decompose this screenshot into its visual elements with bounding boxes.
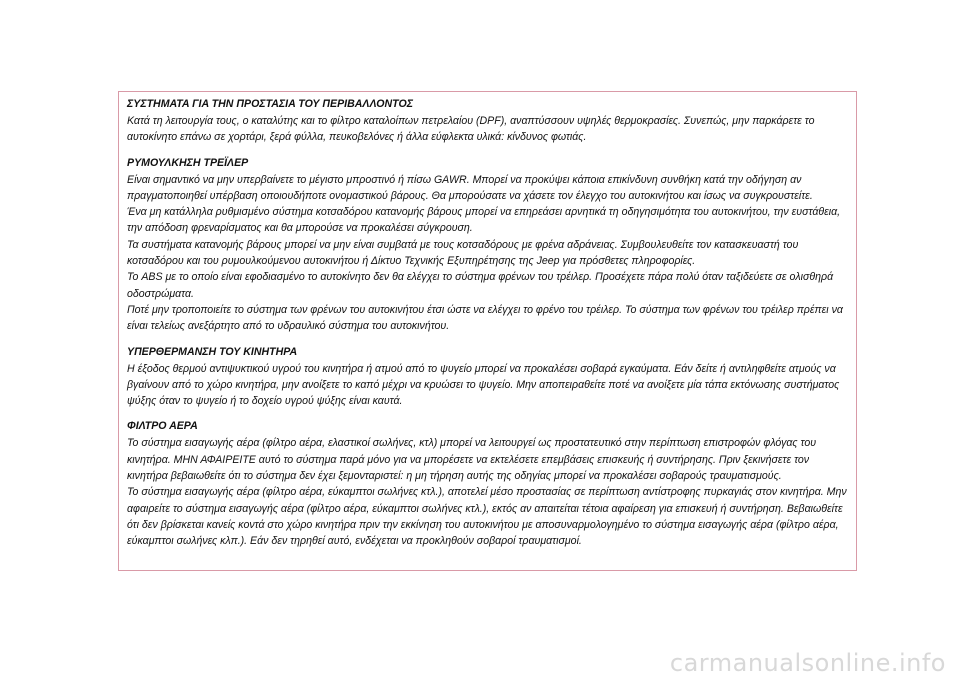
paragraph: Τα συστήματα κατανομής βάρους μπορεί να μην είναι συμβατά με τους κοτσαδόρους με φρένα αδράνειας. Συμβουλευθείτε τον κατασκευαστή του κοτσαδόρου και του ρυμουλκούμενου αυτοκινήτου ή Δίκτυο Τεχνικής Εξυπηρέτησης της Jeep για πρόσθετες πληροφορίες. <box>127 238 799 268</box>
paragraph: Κατά τη λειτουργία τους, ο καταλύτης και το φίλτρο καταλοίπων πετρελαίου (DPF), αναπτύσσουν υψηλές θερμοκρασίες. Συνεπώς, μην παρκάρετε το αυτοκίνητο επάνω σε χορτάρι, ξερά φύλλα, πευκοβελόνες ή άλλα εύφλεκτα υλικά: κίνδυνος φωτιάς. <box>127 115 815 144</box>
section-title: ΥΠΕΡΘΕΡΜΑΝΣΗ ΤΟΥ ΚΙΝΗΤΗΡΑ <box>127 345 298 358</box>
paragraph: Η έξοδος θερμού αντιψυκτικού υγρού του κινητήρα ή ατμού από το ψυγείο μπορεί να προκαλέσει σοβαρά εγκαύματα. Εάν δείτε ή αντιληφθείτε ατμούς να βγαίνουν από το χώρο κινητήρα, μην ανοίξετε το καπό μέχρι να κρυώσει το ψυγείο. Μην αποπειραθείτε ποτέ να ανοίξετε μία τάπα εκτόνωσης συστήματος ψύξης όταν το ψυγείο ή το δοχείο υγρού ψύξης είναι καυτά. <box>127 362 840 408</box>
section-engine-overheating <box>127 344 848 410</box>
section-air-filter <box>127 418 848 549</box>
paragraph: Το ABS με το οποίο είναι εφοδιασμένο το αυτοκίνητο δεν θα ελέγχει το σύστημα φρένων του τρέιλερ. Προσέχετε πάρα πολύ όταν ταξιδεύετε σε ολισθηρά οδοστρώματα. <box>127 271 834 300</box>
section-title: ΣΥΣΤΗΜΑΤΑ ΓΙΑ ΤΗΝ ΠΡΟΣΤΑΣΙΑ ΤΟΥ ΠΕΡΙΒΑΛΛΟΝΤΟΣ <box>127 98 413 110</box>
paragraph: Ποτέ μην τροποποιείτε το σύστημα των φρένων του αυτοκινήτου έτσι ώστε να ελέγχει το φρένο του τρέιλερ. Το σύστημα των φρένων του τρέιλερ πρέπει να είναι τελείως ανεξάρτητο από το υδραυλικό σύστημα του αυτοκινήτου. <box>127 303 843 333</box>
section-title: ΡΥΜΟΥΛΚΗΣΗ ΤΡΕΪΛΕΡ <box>127 156 249 169</box>
section-trailer-towing <box>127 155 848 335</box>
section-environment-protection <box>127 96 848 146</box>
paragraph: Ένα μη κατάλληλα ρυθμισμένο σύστημα κοτσαδόρου κατανομής βάρους μπορεί να επηρεάσει αρνητικά τη οδηγησιμότητα του αυτοκινήτου, την ευστάθεια, την απόδοση φρεναρίσματος και θα μπορούσε να προκαλέσει σύγκρουση. <box>127 206 841 235</box>
warning-box <box>118 91 857 571</box>
section-title: ΦΙΛΤΡΟ ΑΕΡΑ <box>127 420 198 433</box>
paragraph: Είναι σημαντικό να μην υπερβαίνετε το μέγιστο μπροστινό ή πίσω GAWR. Μπορεί να προκύψει κάποια επικίνδυνη συνθήκη κατά την οδήγηση αν πραγματοποιηθεί υπέρβαση οποιουδήποτε ονομαστικού βάρους. Θα μπορούσατε να χάσετε τον έλεγχο του αυτοκινήτου και ίσως να συγκρουστείτε. <box>127 173 813 202</box>
watermark: carmanualsonline.info <box>669 649 946 677</box>
paragraph: Το σύστημα εισαγωγής αέρα (φίλτρο αέρα, ελαστικοί σωλήνες, κτλ) μπορεί να λειτουργεί ως προστατευτικό στην περίπτωση επιστροφών φλόγας του κινητήρα. ΜΗΝ ΑΦΑΙΡΕΙΤΕ αυτό το σύστημα παρά μόνο για να μπορέσετε να εκτελέσετε επεμβάσεις επισκευής ή συντήρησης. Πριν ξεκινήσετε τον κινητήρα βεβαιωθείτε ότι το σύστημα δεν έχει ξεμονταριστεί: η μη τήρηση αυτής της οδηγίας μπορεί να προκαλέσει σοβαρούς τραυματισμούς. <box>127 437 817 483</box>
paragraph: Το σύστημα εισαγωγής αέρα (φίλτρο αέρα, εύκαμπτοι σωλήνες κτλ.), αποτελεί μέσο προστασίας σε περίπτωση αντίστροφης πυρκαγιάς στον κινητήρα. Μην αφαιρείτε το σύστημα εισαγωγής αέρα (φίλτρο αέρα, εύκαμπτοι σωλήνες κτλ.), εκτός αν απαιτείται τέτοια αφαίρεση για επισκευή ή συντήρηση. Βεβαιωθείτε ότι δεν βρίσκεται κανείς κοντά στο χώρο κινητήρα πριν την εκκίνηση του αυτοκινήτου με αποσυναρμολογημένο το σύστημα εισαγωγής αέρα (φίλτρο αέρα, εύκαμπτοι σωλήνες κλπ.). Εάν δεν τηρηθεί αυτό, ενδέχεται να προκληθούν σοβαροί τραυματισμοί. <box>127 486 847 548</box>
